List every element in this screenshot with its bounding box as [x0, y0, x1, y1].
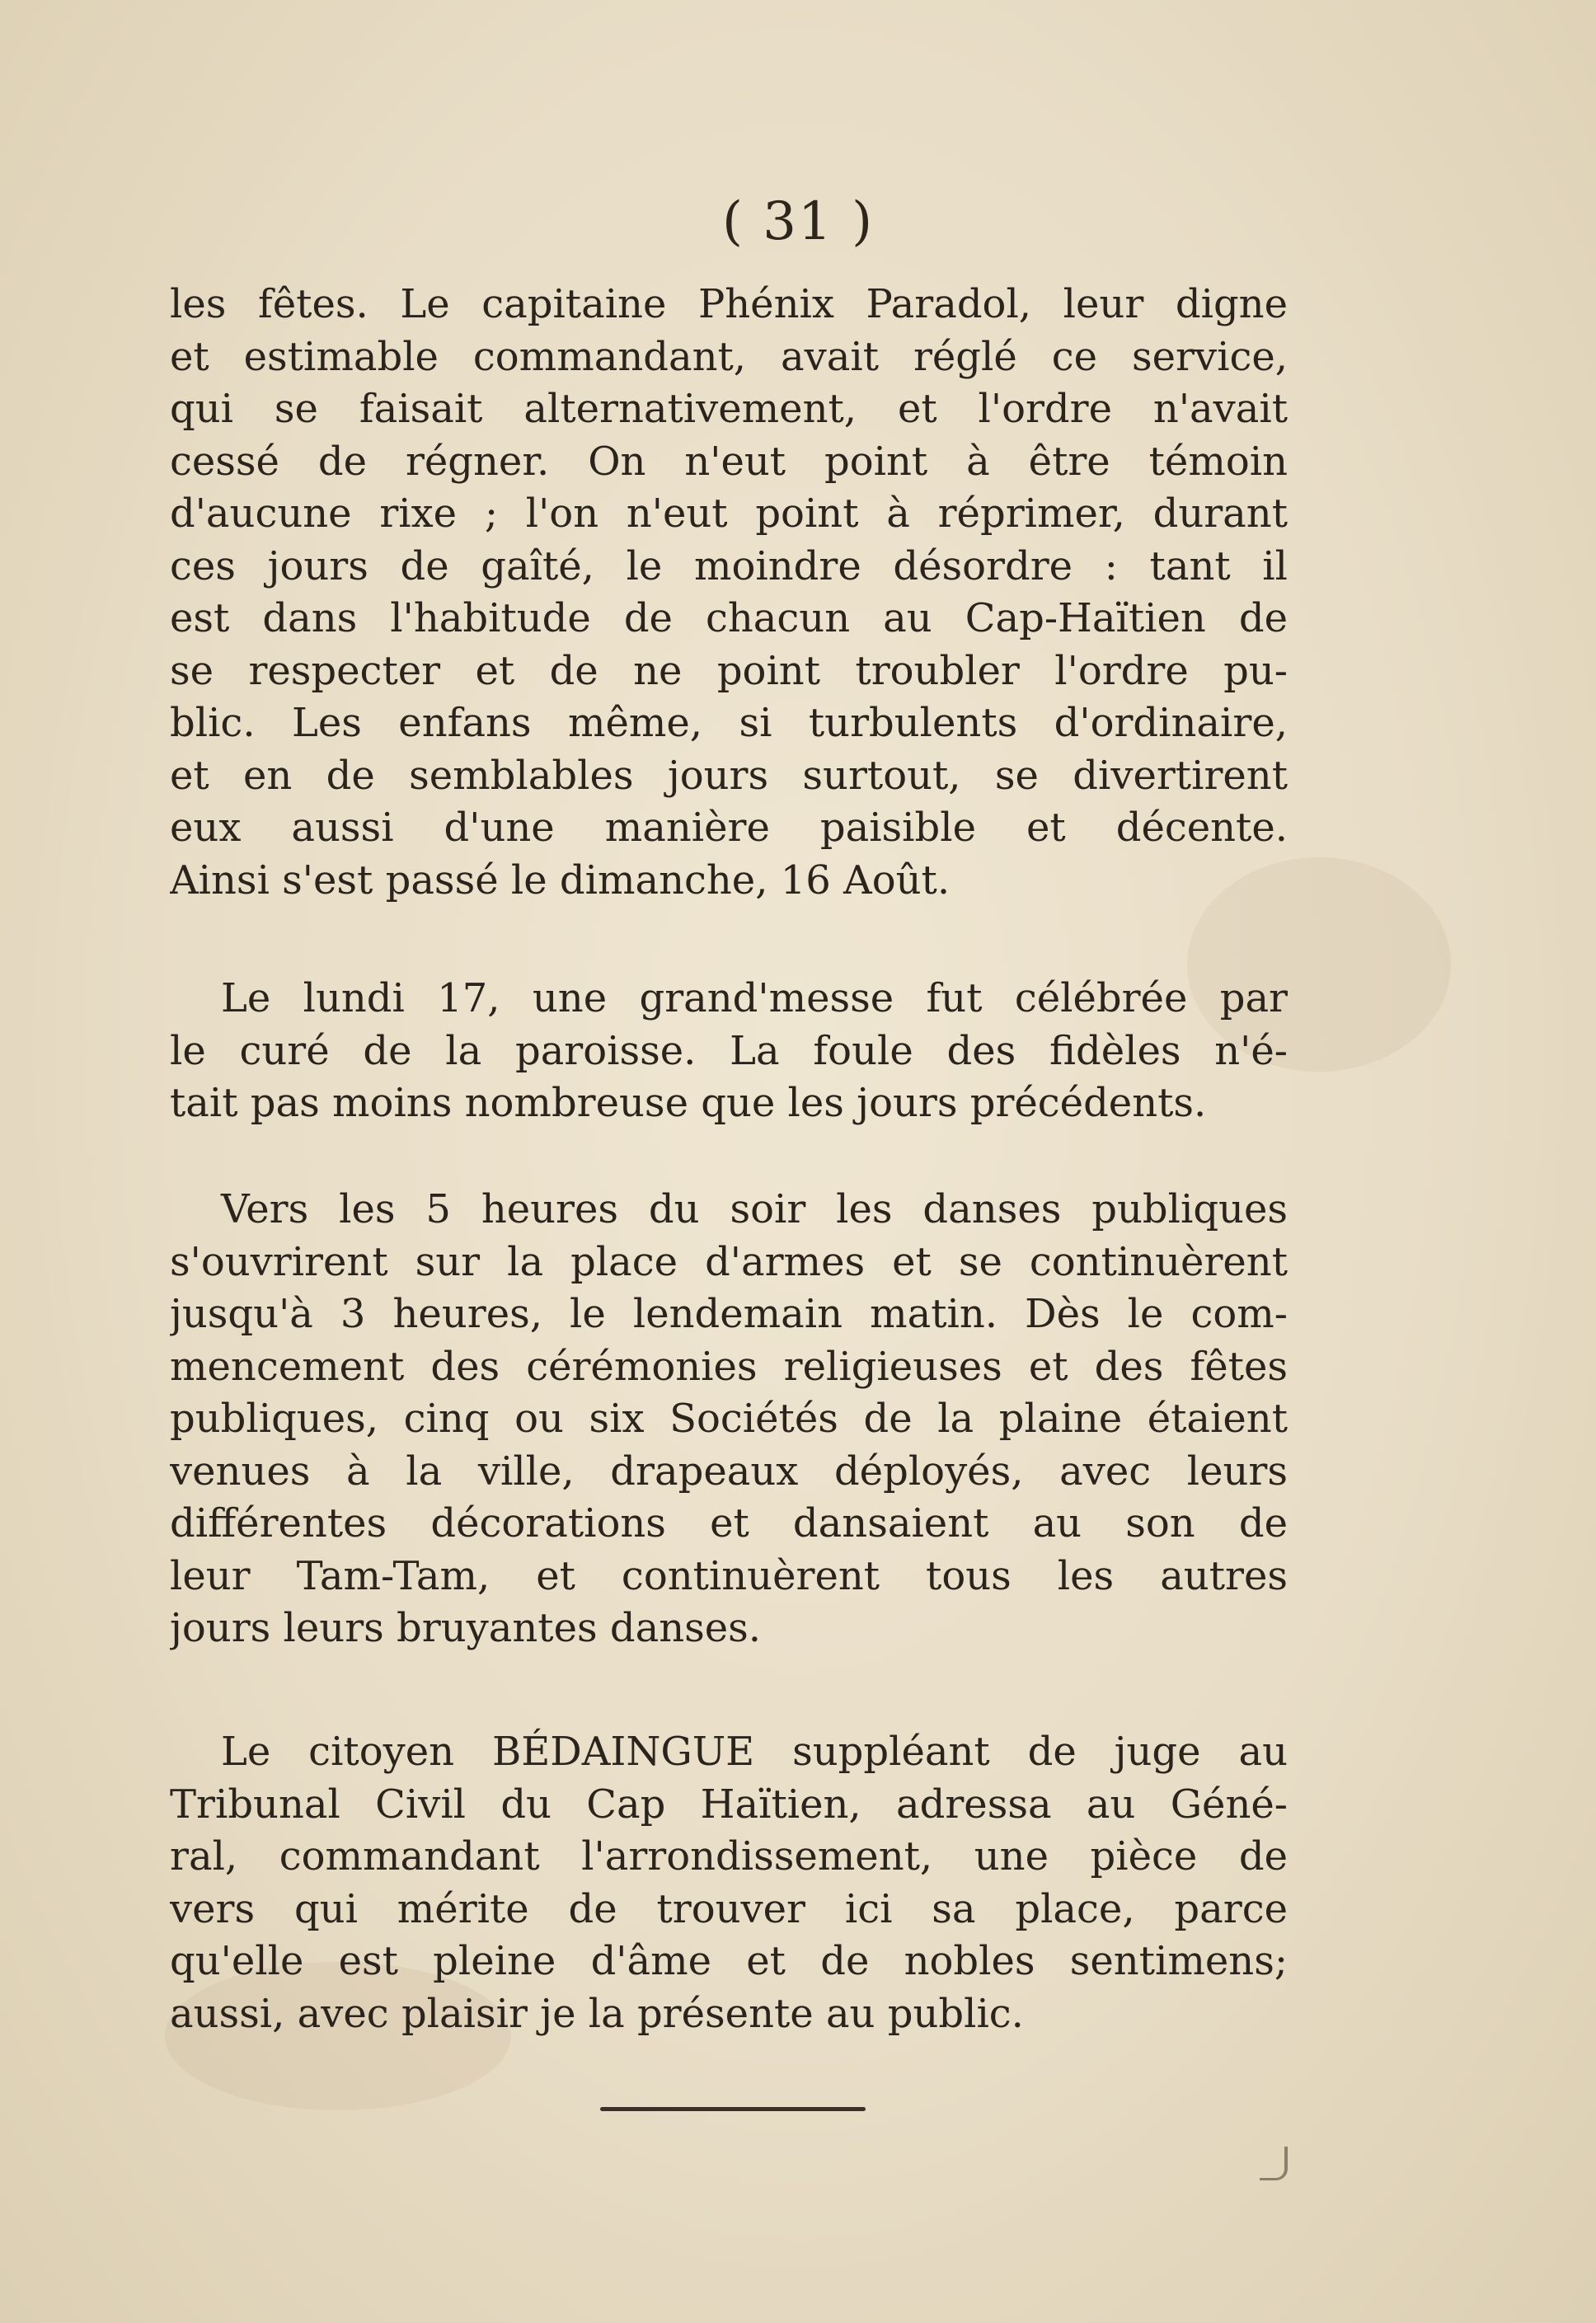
text-line: aussi, avec plaisir je la présente au public.: [170, 1990, 1024, 2037]
text-line: Le citoyen BÉDAINGUE suppléant de juge au: [221, 1729, 1288, 1775]
printer-mark: [1260, 2147, 1288, 2180]
text-line: est dans l'habitude de chacun au Cap-Haïtien de: [170, 595, 1288, 641]
text-line: ral, commandant l'arrondissement, une pièce de: [170, 1833, 1288, 1880]
text-line: d'aucune rixe ; l'on n'eut point à réprimer, durant: [170, 490, 1288, 537]
text-line: Le lundi 17, une grand'messe fut célébrée par: [221, 975, 1288, 1021]
text-line: jusqu'à 3 heures, le lendemain matin. Dès le com-: [170, 1291, 1288, 1337]
text-line: Tribunal Civil du Cap Haïtien, adressa au Géné-: [170, 1781, 1288, 1828]
text-line: le curé de la paroisse. La foule des fidèles n'é-: [170, 1027, 1288, 1074]
paragraph-1: [170, 279, 1288, 907]
text-line: blic. Les enfans même, si turbulents d'ordinaire,: [170, 700, 1288, 746]
text-line: vers qui mérite de trouver ici sa place, parce: [170, 1885, 1288, 1932]
text-line: jours leurs bruyantes danses.: [170, 1605, 762, 1651]
text-line: mencement des cérémonies religieuses et des fêtes: [170, 1343, 1288, 1390]
text-line: eux aussi d'une manière paisible et décente.: [170, 805, 1288, 851]
text-line: se respecter et de ne point troubler l'ordre pu-: [170, 647, 1288, 694]
paragraph-4: [170, 1726, 1288, 2040]
text-line: qui se faisait alternativement, et l'ordre n'avait: [170, 386, 1288, 432]
text-line: Vers les 5 heures du soir les danses publiques: [221, 1186, 1288, 1232]
paragraph-2: [170, 973, 1288, 1130]
text-line: ces jours de gaîté, le moindre désordre : tant il: [170, 542, 1288, 589]
end-rule: [600, 2107, 866, 2111]
text-line: et estimable commandant, avait réglé ce service,: [170, 333, 1288, 380]
text-line: publiques, cinq ou six Sociétés de la plaine étaient: [170, 1396, 1288, 1442]
text-line: Ainsi s'est passé le dimanche, 16 Août.: [170, 856, 951, 903]
text-line: les fêtes. Le capitaine Phénix Paradol, leur digne: [170, 281, 1288, 327]
text-line: s'ouvrirent sur la place d'armes et se continuèrent: [170, 1238, 1288, 1285]
text-line: et en de semblables jours surtout, se divertirent: [170, 752, 1288, 799]
text-line: venues à la ville, drapeaux déployés, avec leurs: [170, 1448, 1288, 1495]
text-line: différentes décorations et dansaient au son de: [170, 1500, 1288, 1546]
text-line: tait pas moins nombreuse que les jours précédents.: [170, 1080, 1207, 1126]
text-line: qu'elle est pleine d'âme et de nobles sentimens;: [170, 1938, 1288, 1984]
paragraph-3: [170, 1184, 1288, 1655]
text-line: cessé de régner. On n'eut point à être témoin: [170, 438, 1288, 485]
text-line: leur Tam-Tam, et continuèrent tous les autres: [170, 1552, 1288, 1599]
page-number: ( 31 ): [721, 191, 875, 252]
